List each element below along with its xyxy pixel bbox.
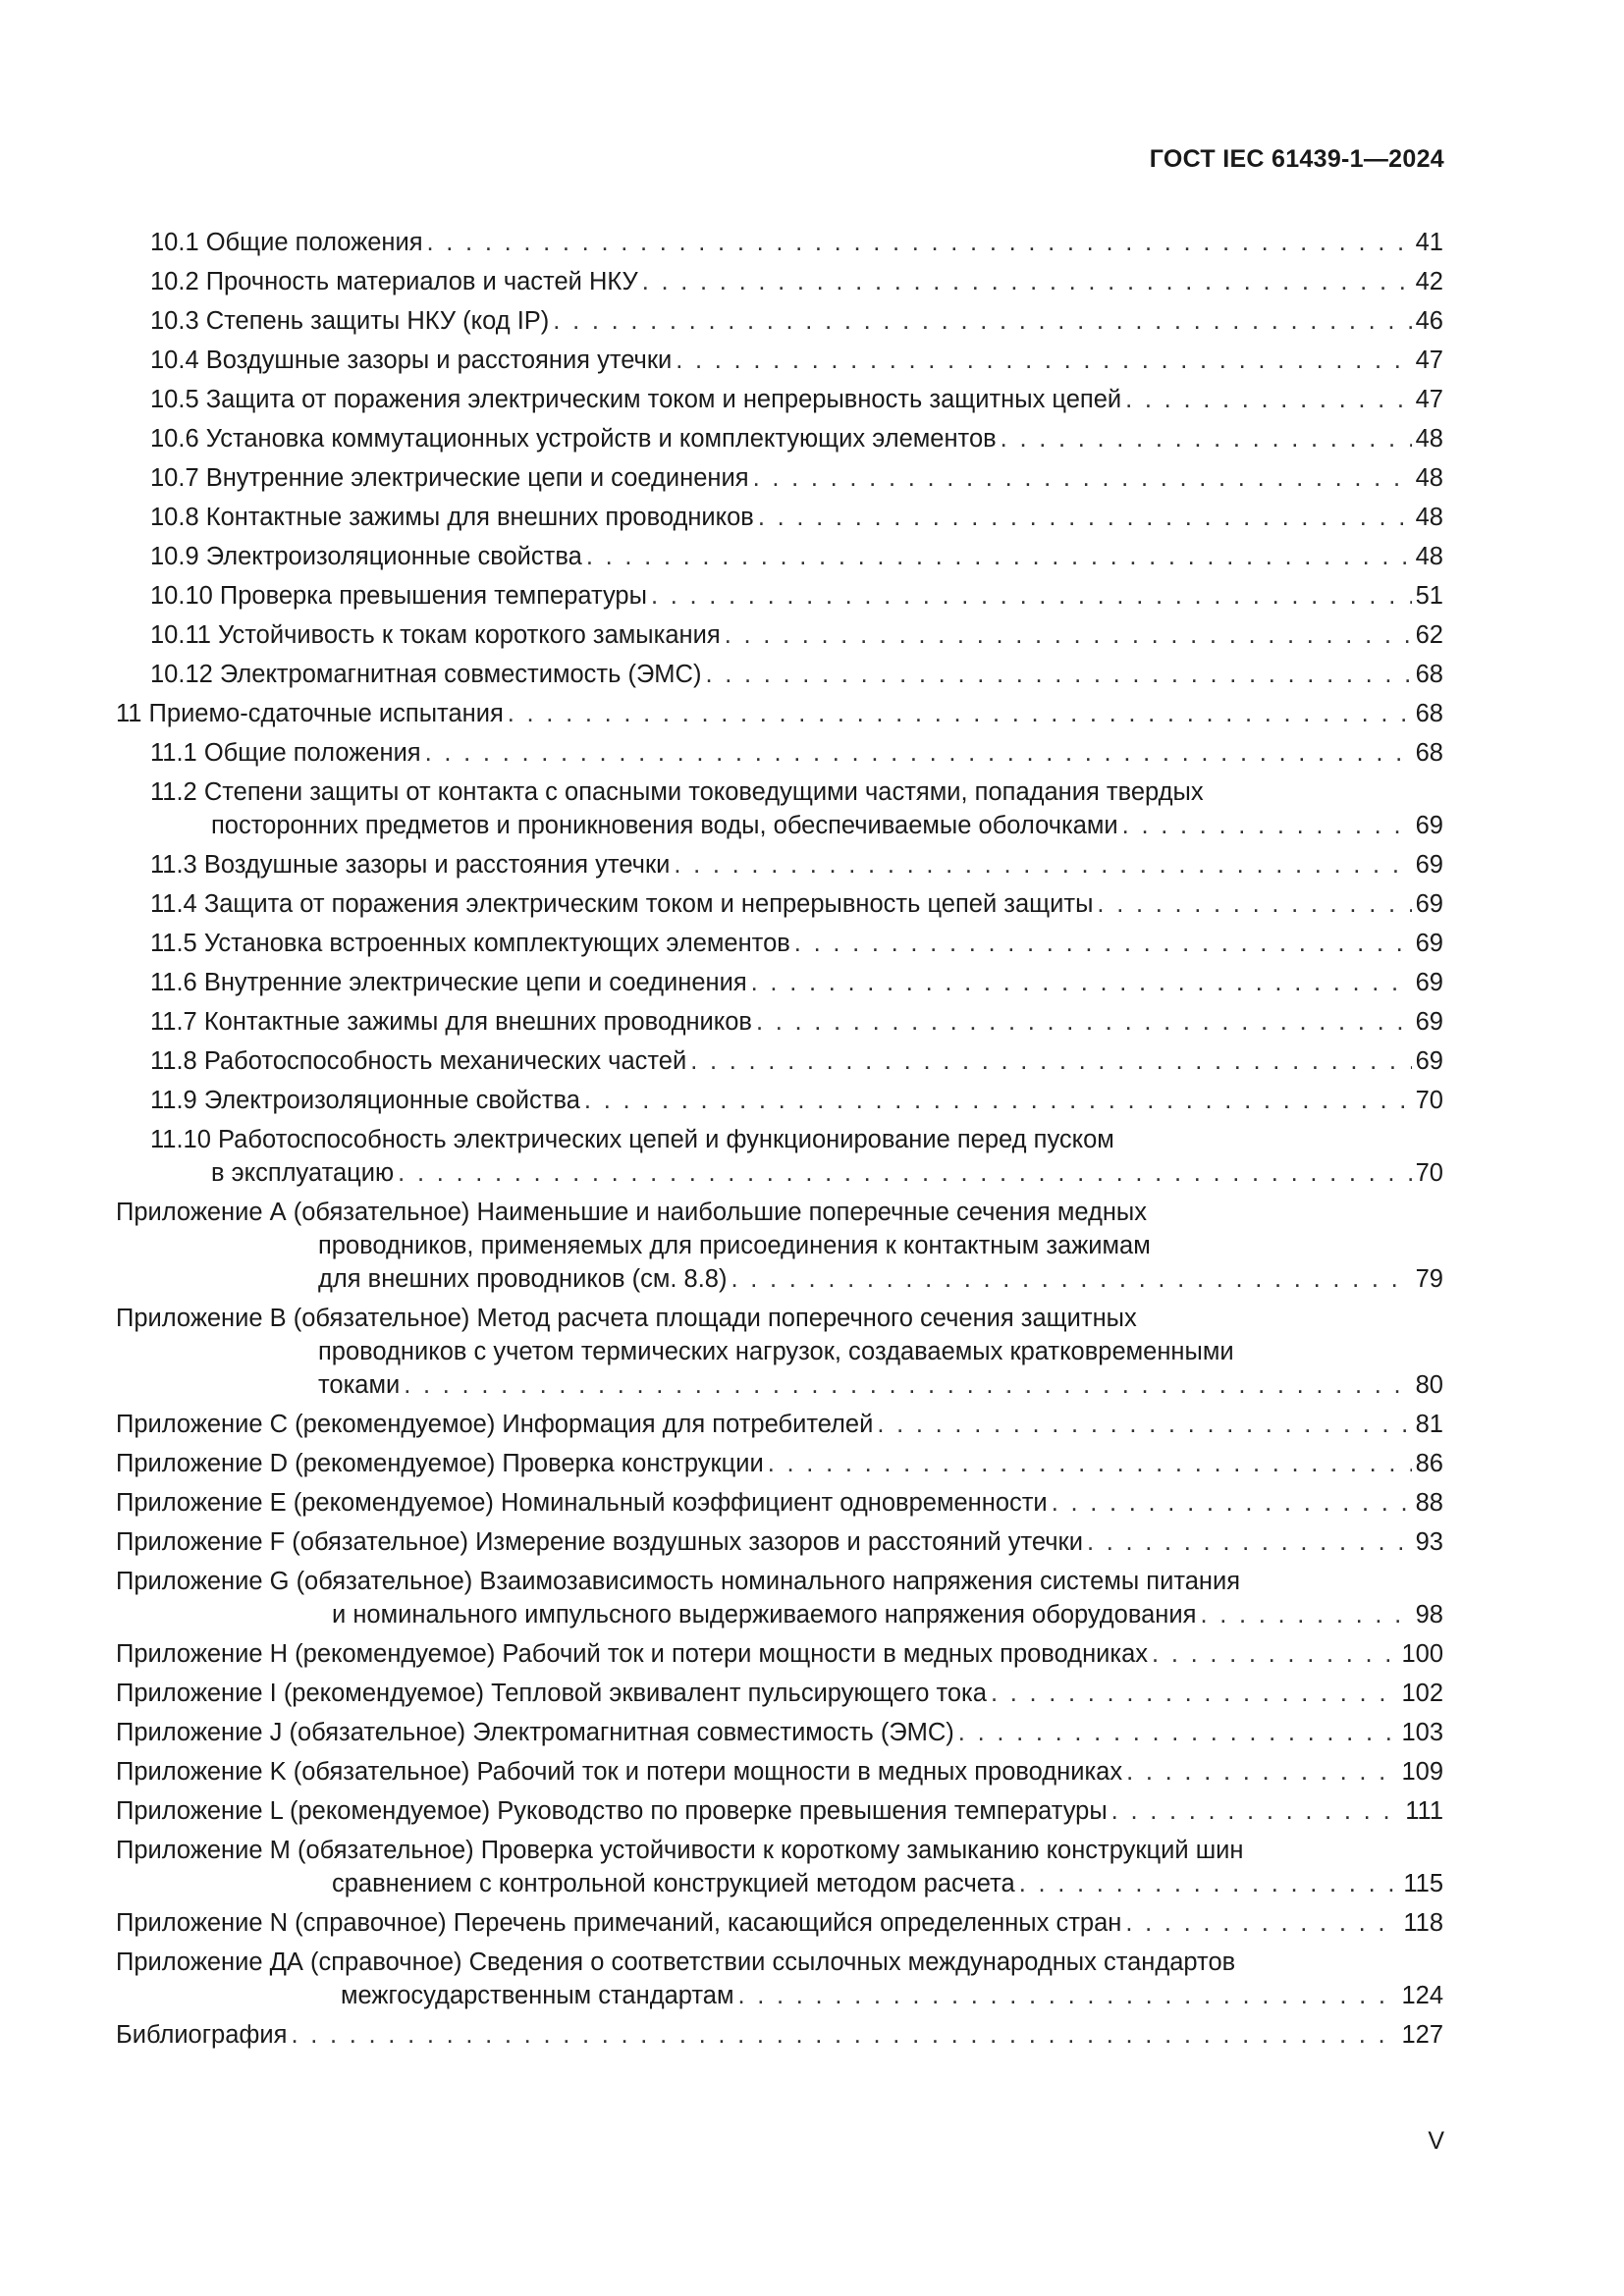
toc-entry[interactable] xyxy=(116,848,1443,881)
toc-entry-text: 10.10 Проверка превышения температуры xyxy=(150,582,647,610)
toc-entry[interactable] xyxy=(116,1447,1443,1480)
toc-page-number: 69 xyxy=(1415,1047,1443,1075)
toc-entry[interactable] xyxy=(116,1302,1443,1402)
toc-entry[interactable] xyxy=(116,697,1443,730)
dot-leader xyxy=(1111,1794,1402,1828)
toc-page-number: 48 xyxy=(1415,425,1443,453)
toc-entry-text: посторонних предметов и проникновения воды, обеспечиваемые оболочками xyxy=(211,812,1118,839)
toc-entry[interactable] xyxy=(116,1794,1443,1828)
toc-entry-text: для внешних проводников (см. 8.8) xyxy=(318,1265,728,1293)
dot-leader xyxy=(1125,383,1411,416)
toc-entry[interactable] xyxy=(116,1005,1443,1039)
table-of-contents xyxy=(116,226,1443,2052)
dot-leader xyxy=(404,1368,1411,1402)
toc-page-number: 100 xyxy=(1401,1640,1443,1668)
toc-entry-text: 10.2 Прочность материалов и частей НКУ xyxy=(150,268,638,295)
toc-page-number: 127 xyxy=(1401,2021,1443,2049)
toc-entry-text: Приложение G (обязательное) Взаимозависимость номинального напряжения системы питания xyxy=(116,1568,1241,1595)
toc-entry-text: Приложение E (рекомендуемое) Номинальный коэффициент одновременности xyxy=(116,1489,1048,1517)
toc-page-number: 111 xyxy=(1405,1797,1443,1825)
toc-entry-text: 11.9 Электроизоляционные свойства xyxy=(150,1087,580,1114)
toc-entry-text: 10.5 Защита от поражения электрическим током и непрерывность защитных цепей xyxy=(150,386,1122,413)
toc-page-number: 47 xyxy=(1415,347,1443,374)
toc-entry-text: Приложение B (обязательное) Метод расчета площади поперечного сечения защитных xyxy=(116,1305,1137,1332)
toc-entry-text: Приложение H (рекомендуемое) Рабочий ток и потери мощности в медных проводниках xyxy=(116,1640,1149,1668)
toc-entry-text: 10.11 Устойчивость к токам короткого замыкания xyxy=(150,621,721,649)
dot-leader xyxy=(584,1084,1412,1117)
dot-leader xyxy=(958,1716,1398,1749)
toc-page-number: 51 xyxy=(1415,582,1443,610)
dot-leader xyxy=(1125,1906,1399,1940)
toc-page-number: 81 xyxy=(1415,1411,1443,1438)
toc-entry-text: 10.12 Электромагнитная совместимость (ЭМС) xyxy=(150,661,702,688)
toc-page-number: 62 xyxy=(1415,621,1443,649)
toc-entry-text: в эксплуатацию xyxy=(211,1159,395,1187)
toc-entry-text: проводников с учетом термических нагрузок, создаваемых кратковременными xyxy=(318,1338,1234,1365)
dot-leader xyxy=(877,1408,1411,1441)
toc-entry-text: 11.2 Степени защиты от контакта с опасными токоведущими частями, попадания твердых xyxy=(150,778,1204,806)
toc-entry[interactable] xyxy=(116,501,1443,534)
toc-entry-text: Приложение L (рекомендуемое) Руководство по проверке превышения температуры xyxy=(116,1797,1108,1825)
toc-page-number: 69 xyxy=(1415,890,1443,918)
dot-leader xyxy=(690,1044,1411,1078)
toc-entry-text: 10.9 Электроизоляционные свойства xyxy=(150,543,582,570)
toc-page-number: 48 xyxy=(1415,464,1443,492)
toc-entry[interactable] xyxy=(116,2018,1443,2052)
dot-leader xyxy=(1200,1598,1411,1631)
toc-entry-text: 11.7 Контактные зажимы для внешних проводников xyxy=(150,1008,752,1036)
toc-entry[interactable] xyxy=(116,344,1443,377)
toc-entry[interactable] xyxy=(116,927,1443,960)
toc-entry[interactable] xyxy=(116,1044,1443,1078)
toc-entry-text: 11.3 Воздушные зазоры и расстояния утечки xyxy=(150,851,671,879)
toc-entry[interactable] xyxy=(116,226,1443,259)
toc-entry[interactable] xyxy=(116,304,1443,338)
toc-entry-text: 11.4 Защита от поражения электрическим током и непрерывность цепей защиты xyxy=(150,890,1094,918)
toc-entry[interactable] xyxy=(116,618,1443,652)
toc-page-number: 79 xyxy=(1415,1265,1443,1293)
toc-entry[interactable] xyxy=(116,1084,1443,1117)
dot-leader xyxy=(758,501,1412,534)
dot-leader xyxy=(725,618,1412,652)
toc-entry[interactable] xyxy=(116,383,1443,416)
toc-entry-text: 10.4 Воздушные зазоры и расстояния утечки xyxy=(150,347,673,374)
toc-page-number: 86 xyxy=(1415,1450,1443,1477)
toc-entry-text: 10.1 Общие положения xyxy=(150,229,423,256)
toc-entry[interactable] xyxy=(116,1834,1443,1900)
dot-leader xyxy=(756,1005,1412,1039)
dot-leader xyxy=(674,848,1411,881)
dot-leader xyxy=(731,1262,1411,1296)
dot-leader xyxy=(991,1677,1398,1710)
toc-entry-text: 11.8 Работоспособность механических частей xyxy=(150,1047,687,1075)
toc-entry-text: Приложение C (рекомендуемое) Информация для потребителей xyxy=(116,1411,874,1438)
dot-leader xyxy=(751,966,1412,999)
toc-entry[interactable] xyxy=(116,1123,1443,1190)
dot-leader xyxy=(508,697,1412,730)
dot-leader xyxy=(1001,422,1412,455)
toc-entry-text: 10.3 Степень защиты НКУ (код IP) xyxy=(150,307,550,335)
toc-page-number: 102 xyxy=(1401,1680,1443,1707)
toc-page-number: 118 xyxy=(1403,1909,1443,1937)
toc-entry[interactable] xyxy=(116,1716,1443,1749)
dot-leader xyxy=(427,226,1412,259)
toc-entry-text: Приложение А (обязательное) Наименьшие и наибольшие поперечные сечения медных xyxy=(116,1199,1148,1226)
toc-entry[interactable] xyxy=(116,658,1443,691)
toc-entry[interactable] xyxy=(116,461,1443,495)
toc-entry[interactable] xyxy=(116,1637,1443,1671)
dot-leader xyxy=(425,736,1412,770)
dot-leader xyxy=(1126,1755,1397,1789)
toc-entry[interactable] xyxy=(116,1677,1443,1710)
toc-page-number: 48 xyxy=(1415,543,1443,570)
toc-entry-text: Приложение F (обязательное) Измерение воздушных зазоров и расстояний утечки xyxy=(116,1528,1083,1556)
dot-leader xyxy=(398,1156,1411,1190)
dot-leader xyxy=(1122,809,1412,842)
toc-entry[interactable] xyxy=(116,1486,1443,1520)
toc-page-number: 41 xyxy=(1415,229,1443,256)
dot-leader xyxy=(553,304,1411,338)
toc-entry-text: токами xyxy=(318,1371,401,1399)
standard-designation: ГОСТ IEC 61439-1—2024 xyxy=(1149,145,1444,173)
toc-entry-text: 11 Приемо-сдаточные испытания xyxy=(116,700,504,727)
toc-page-number: 68 xyxy=(1415,661,1443,688)
toc-page-number: 69 xyxy=(1415,930,1443,957)
toc-page-number: 70 xyxy=(1415,1159,1443,1187)
dot-leader xyxy=(676,344,1411,377)
dot-leader xyxy=(642,265,1412,298)
dot-leader xyxy=(1087,1525,1412,1559)
toc-entry-text: Приложение D (рекомендуемое) Проверка конструкции xyxy=(116,1450,764,1477)
dot-leader xyxy=(737,1979,1397,2012)
dot-leader xyxy=(586,540,1412,573)
toc-entry-text: 11.5 Установка встроенных комплектующих элементов xyxy=(150,930,790,957)
toc-entry[interactable] xyxy=(116,422,1443,455)
toc-entry[interactable] xyxy=(116,966,1443,999)
toc-entry[interactable] xyxy=(116,1755,1443,1789)
toc-entry-text: 11.6 Внутренние электрические цепи и соединения xyxy=(150,969,747,996)
toc-page-number: 103 xyxy=(1401,1719,1443,1746)
toc-page-number: 69 xyxy=(1415,1008,1443,1036)
toc-entry-text: сравнением с контрольной конструкцией методом расчета xyxy=(332,1870,1015,1897)
toc-page-number: 80 xyxy=(1415,1371,1443,1399)
toc-entry-text: межгосударственным стандартам xyxy=(341,1982,734,2009)
toc-entry-text: 11.10 Работоспособность электрических цепей и функционирование перед пуском xyxy=(150,1126,1114,1153)
toc-page-number: 42 xyxy=(1415,268,1443,295)
toc-entry[interactable] xyxy=(116,775,1443,842)
toc-page-number: 69 xyxy=(1415,812,1443,839)
toc-entry-text: и номинального импульсного выдерживаемого напряжения оборудования xyxy=(332,1601,1197,1629)
toc-page-number: 88 xyxy=(1415,1489,1443,1517)
toc-page-number: 68 xyxy=(1415,700,1443,727)
toc-page-number: 115 xyxy=(1403,1870,1443,1897)
toc-entry[interactable] xyxy=(116,579,1443,613)
toc-entry-text: 10.7 Внутренние электрические цепи и соединения xyxy=(150,464,749,492)
toc-entry[interactable] xyxy=(116,1906,1443,1940)
toc-entry-text: Приложение J (обязательное) Электромагнитная совместимость (ЭМС) xyxy=(116,1719,954,1746)
toc-page-number: 70 xyxy=(1415,1087,1443,1114)
toc-entry[interactable] xyxy=(116,887,1443,921)
toc-entry[interactable] xyxy=(116,1196,1443,1296)
toc-page-number: 93 xyxy=(1415,1528,1443,1556)
toc-page-number: 68 xyxy=(1415,739,1443,767)
dot-leader xyxy=(753,461,1412,495)
dot-leader xyxy=(794,927,1412,960)
toc-page-number: 69 xyxy=(1415,851,1443,879)
toc-entry[interactable] xyxy=(116,265,1443,298)
toc-page-number: 109 xyxy=(1401,1758,1443,1786)
toc-entry-text: Приложение N (справочное) Перечень примечаний, касающийся определенных стран xyxy=(116,1909,1122,1937)
toc-page-number: 69 xyxy=(1415,969,1443,996)
toc-page-number: 47 xyxy=(1415,386,1443,413)
toc-entry[interactable] xyxy=(116,1946,1443,2012)
dot-leader xyxy=(768,1447,1412,1480)
toc-entry-text: Приложение M (обязательное) Проверка устойчивости к короткому замыканию конструкций шин xyxy=(116,1837,1244,1864)
dot-leader xyxy=(651,579,1412,613)
toc-entry-text: Приложение ДА (справочное) Сведения о соответствии ссылочных международных стандартов xyxy=(116,1949,1236,1976)
toc-entry-text: Приложение I (рекомендуемое) Тепловой эквивалент пульсирующего тока xyxy=(116,1680,987,1707)
toc-entry-text: проводников, применяемых для присоединения к контактным зажимам xyxy=(318,1232,1151,1259)
dot-leader xyxy=(291,2018,1397,2052)
toc-entry-text: 11.1 Общие положения xyxy=(150,739,421,767)
toc-entry-text: 10.8 Контактные зажимы для внешних проводников xyxy=(150,504,754,531)
dot-leader xyxy=(1052,1486,1412,1520)
dot-leader xyxy=(1097,887,1411,921)
toc-page-number: 98 xyxy=(1415,1601,1443,1629)
toc-entry[interactable] xyxy=(116,1408,1443,1441)
toc-entry-text: 10.6 Установка коммутационных устройств и комплектующих элементов xyxy=(150,425,997,453)
toc-entry-text: Библиография xyxy=(116,2021,288,2049)
toc-page-number: 46 xyxy=(1415,307,1443,335)
dot-leader xyxy=(705,658,1411,691)
page-number: V xyxy=(1428,2127,1444,2155)
toc-entry[interactable] xyxy=(116,1565,1443,1631)
toc-page-number: 124 xyxy=(1401,1982,1443,2009)
dot-leader xyxy=(1019,1867,1400,1900)
toc-entry[interactable] xyxy=(116,1525,1443,1559)
toc-page-number: 48 xyxy=(1415,504,1443,531)
toc-entry-text: Приложение K (обязательное) Рабочий ток и потери мощности в медных проводниках xyxy=(116,1758,1123,1786)
toc-entry[interactable] xyxy=(116,540,1443,573)
dot-leader xyxy=(1152,1637,1397,1671)
toc-entry[interactable] xyxy=(116,736,1443,770)
